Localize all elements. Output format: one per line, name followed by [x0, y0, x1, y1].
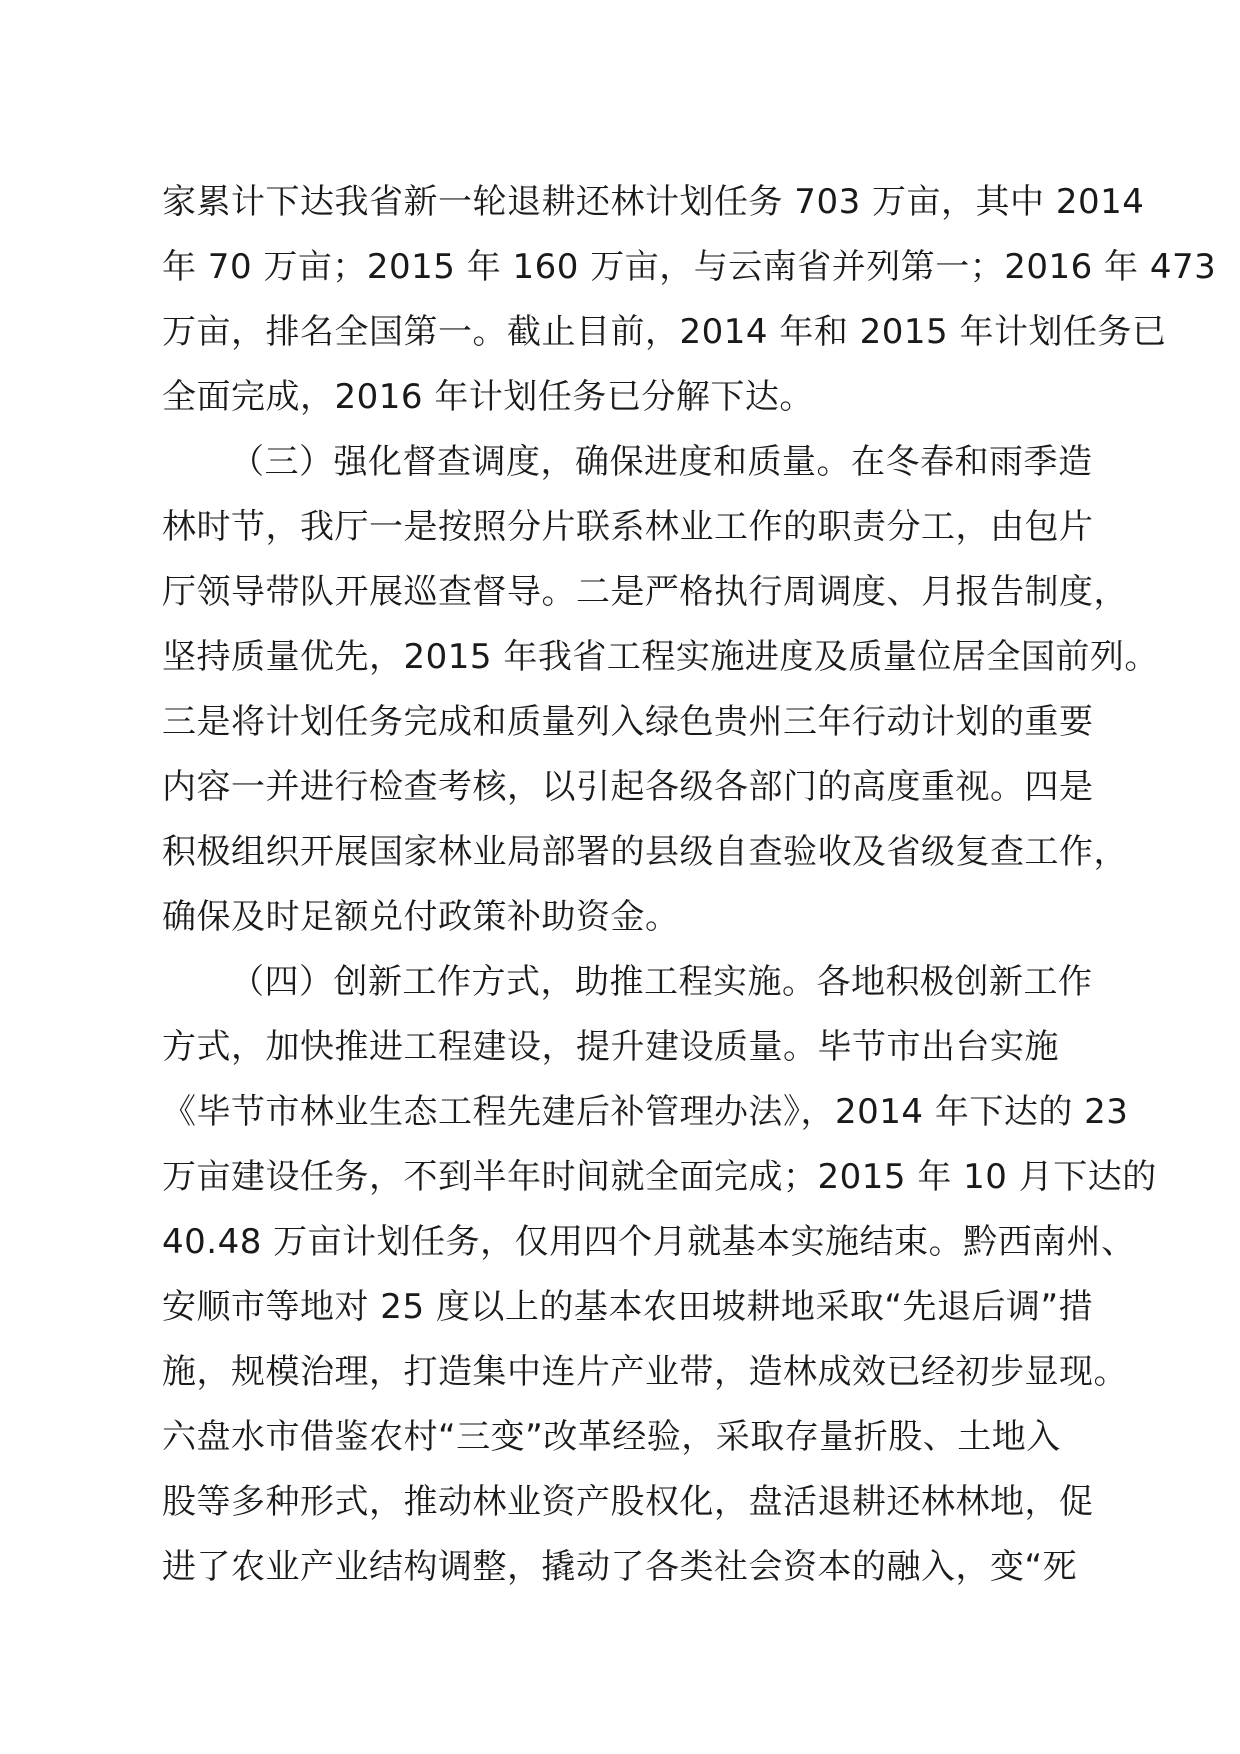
text-line: 《毕节市林业生态工程先建后补管理办法》，2014 年下达的 23: [162, 1092, 1129, 1132]
text-line: 万亩建设任务，不到半年时间就全面完成；2015 年 10 月下达的: [162, 1157, 1157, 1197]
text-line: 三是将计划任务完成和质量列入绿色贵州三年行动计划的重要: [162, 702, 1094, 742]
text-line: 进了农业产业结构调整，撬动了各类社会资本的融入，变“死: [162, 1547, 1078, 1587]
text-line: 内容一并进行检查考核，以引起各级各部门的高度重视。四是: [162, 767, 1094, 807]
text-line: 确保及时足额兑付政策补助资金。: [162, 897, 680, 937]
text-line: 年 70 万亩；2015 年 160 万亩，与云南省并列第一；2016 年 473: [162, 247, 1217, 287]
text-line: 林时节，我厅一是按照分片联系林业工作的职责分工，由包片: [162, 507, 1094, 547]
text-line: 施，规模治理，打造集中连片产业带，造林成效已经初步显现。: [162, 1352, 1128, 1392]
text-line: 万亩，排名全国第一。截止目前，2014 年和 2015 年计划任务已: [162, 312, 1167, 352]
text-line: 全面完成，2016 年计划任务已分解下达。: [162, 377, 814, 417]
text-line: 40.48 万亩计划任务，仅用四个月就基本实施结束。黔西南州、: [162, 1222, 1136, 1262]
body-text: [162, 170, 1217, 1600]
section-heading-line: （三）强化督查调度，确保进度和质量。在冬春和雨季造: [230, 442, 1093, 482]
text-line: 六盘水市借鉴农村“三变”改革经验，采取存量折股、土地入: [162, 1417, 1061, 1457]
text-line: 安顺市等地对 25 度以上的基本农田坡耕地采取“先退后调”措: [162, 1287, 1094, 1327]
text-line: 股等多种形式，推动林业资产股权化，盘活退耕还林林地，促: [162, 1482, 1094, 1522]
text-line: 厅领导带队开展巡查督导。二是严格执行周调度、月报告制度，: [162, 572, 1128, 612]
text-line: 方式，加快推进工程建设，提升建设质量。毕节市出台实施: [162, 1027, 1059, 1067]
text-line: 家累计下达我省新一轮退耕还林计划任务 703 万亩，其中 2014: [162, 182, 1145, 222]
text-line: 积极组织开展国家林业局部署的县级自查验收及省级复查工作，: [162, 832, 1128, 872]
section-heading-line: （四）创新工作方式，助推工程实施。各地积极创新工作: [230, 962, 1093, 1002]
text-line: 坚持质量优先，2015 年我省工程实施进度及质量位居全国前列。: [162, 637, 1159, 677]
